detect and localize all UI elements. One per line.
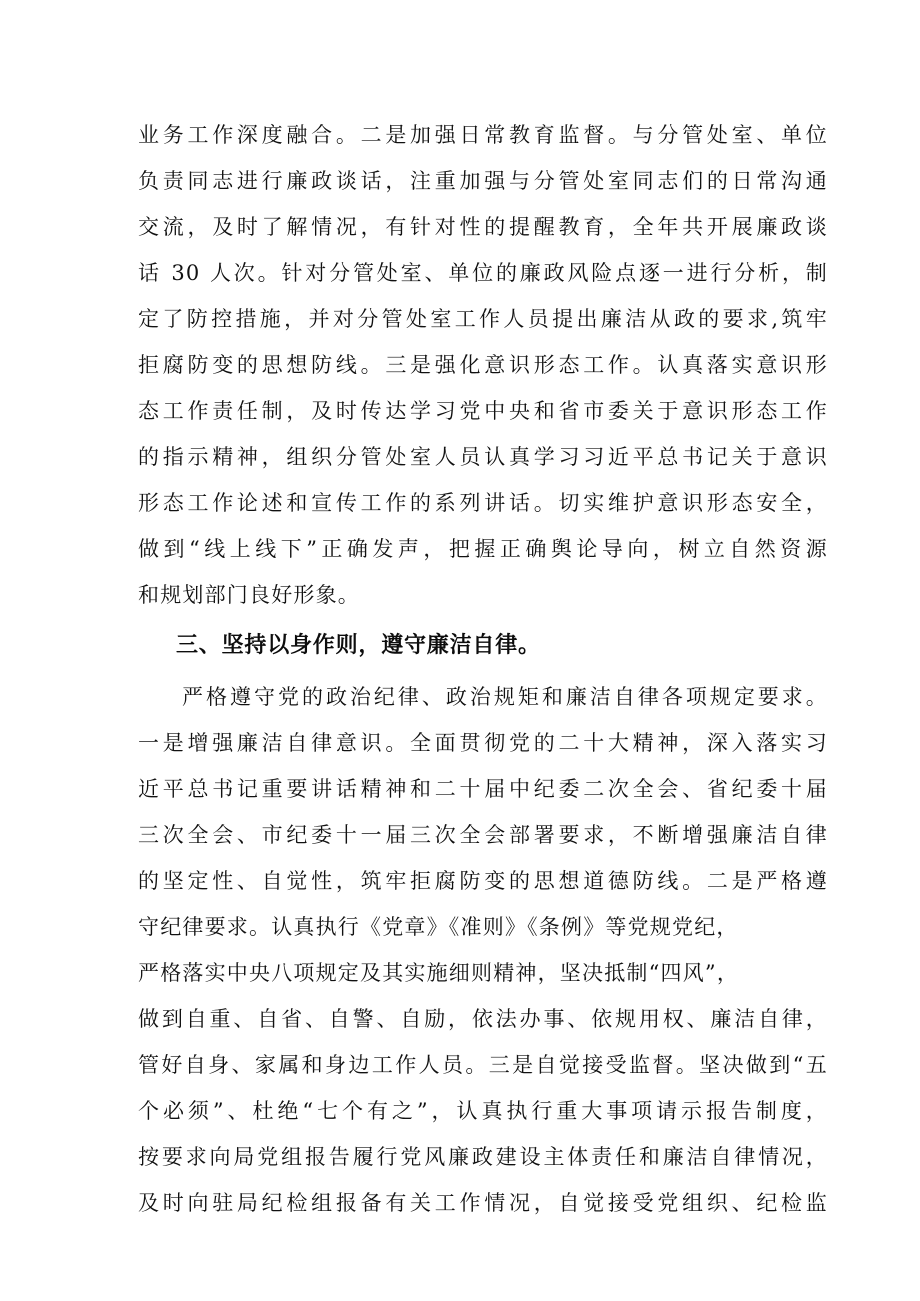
section-heading: 三、坚持以身作则，遵守廉洁自律。 bbox=[176, 633, 541, 658]
text-line: 三次全会、市纪委十一届三次全会部署要求，不断增强廉洁自律 bbox=[138, 823, 828, 847]
text-line: 的指示精神，组织分管处室人员认真学习习近平总书记关于意识 bbox=[138, 445, 828, 469]
paragraph-work-integration bbox=[138, 112, 828, 618]
text-line: 及时向驻局纪检组报备有关工作情况，自觉接受党组织、纪检监 bbox=[138, 1191, 828, 1215]
text-line: 守纪律要求。认真执行《党章》《准则》《条例》等党规党纪， bbox=[138, 915, 739, 939]
text-line: 业务工作深度融合。二是加强日常教育监督。与分管处室、单位 bbox=[138, 123, 828, 147]
text-line: 做到“线上线下”正确发声，把握正确舆论导向，树立自然资源 bbox=[138, 537, 828, 561]
text-line: 做到自重、自省、自警、自励，依法办事、依规用权、廉洁自律， bbox=[138, 1007, 828, 1031]
text-line: 态工作责任制，及时传达学习党中央和省市委关于意识形态工作 bbox=[138, 399, 828, 423]
document-body bbox=[138, 112, 828, 1226]
text-line: 管好自身、家属和身边工作人员。三是自觉接受监督。坚决做到“五 bbox=[138, 1053, 828, 1077]
text-line: 交流，及时了解情况，有针对性的提醒教育，全年共开展廉政谈 bbox=[138, 215, 828, 239]
text-line: 和规划部门良好形象。 bbox=[138, 583, 360, 607]
text-line: 定了防控措施，并对分管处室工作人员提出廉洁从政的要求,筑牢 bbox=[138, 307, 828, 331]
paragraph-self-discipline bbox=[138, 674, 828, 1226]
text-line: 负责同志进行廉政谈话，注重加强与分管处室同志们的日常沟通 bbox=[138, 169, 828, 193]
text-line: 拒腐防变的思想防线。三是强化意识形态工作。认真落实意识形 bbox=[138, 353, 828, 377]
text-line: 的坚定性、自觉性，筑牢拒腐防变的思想道德防线。二是严格遵 bbox=[138, 869, 828, 893]
text-line: 近平总书记重要讲话精神和二十届中纪委二次全会、省纪委十届 bbox=[138, 777, 828, 801]
text-line: 个必须”、杜绝“七个有之”，认真执行重大事项请示报告制度， bbox=[138, 1099, 828, 1123]
text-line: 形态工作论述和宣传工作的系列讲话。切实维护意识形态安全， bbox=[138, 491, 828, 515]
text-line: 话 30 人次。针对分管处室、单位的廉政风险点逐一进行分析，制 bbox=[138, 261, 828, 285]
text-line: 一是增强廉洁自律意识。全面贯彻党的二十大精神，深入落实习 bbox=[138, 731, 828, 755]
text-line: 严格遵守党的政治纪律、政治规矩和廉洁自律各项规定要求。 bbox=[182, 685, 828, 709]
text-line: 严格落实中央八项规定及其实施细则精神，坚决抵制“四风”， bbox=[138, 961, 740, 985]
text-line: 按要求向局党组报告履行党风廉政建设主体责任和廉洁自律情况， bbox=[138, 1145, 828, 1169]
